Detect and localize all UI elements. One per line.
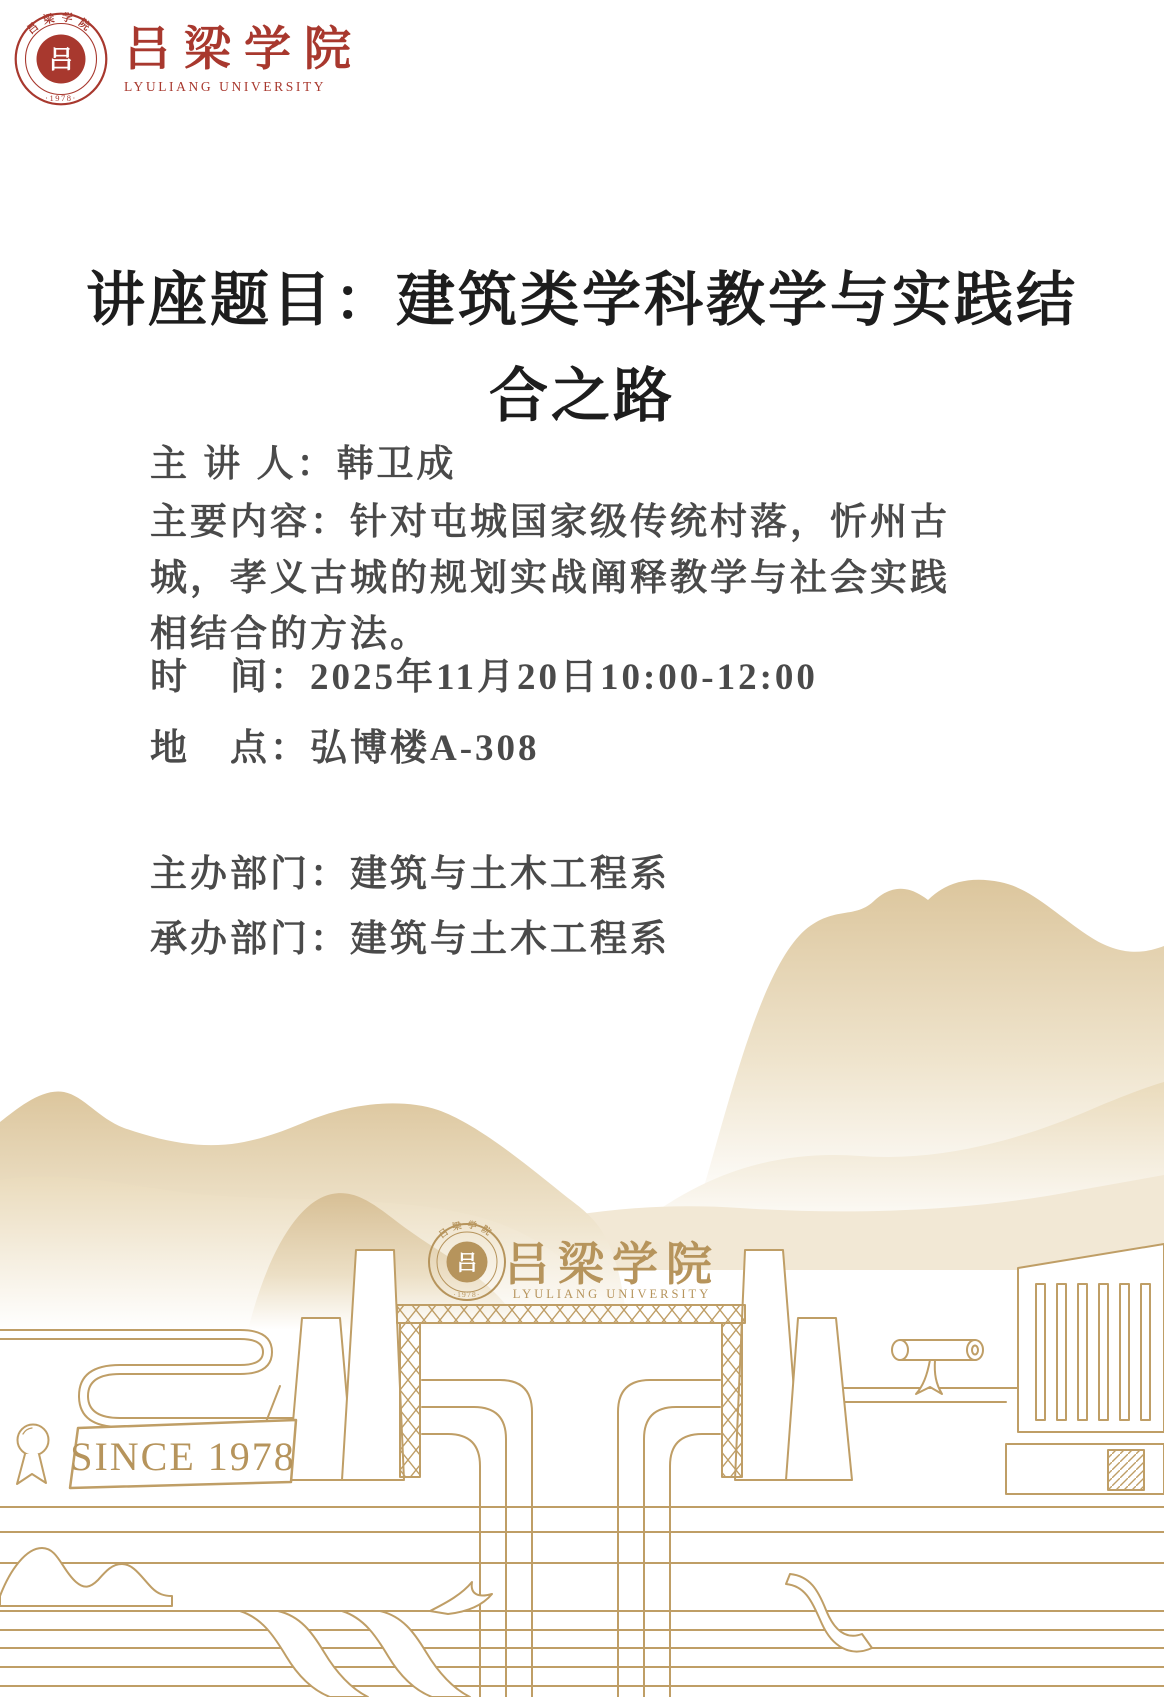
logo-cn-text: 吕梁学院 bbox=[124, 23, 364, 76]
ground-lines-upper bbox=[0, 1507, 1164, 1563]
host-value: 建筑与土木工程系 bbox=[350, 853, 670, 894]
place-row bbox=[150, 717, 540, 771]
footer-seal-glyph: 吕 bbox=[456, 1251, 478, 1275]
undertake-value: 建筑与土木工程系 bbox=[350, 918, 670, 959]
ribbon-waves bbox=[240, 1574, 872, 1697]
place-room: A-308 bbox=[430, 728, 540, 769]
medal-icon bbox=[17, 1425, 49, 1485]
time-label: 时 间： bbox=[150, 656, 310, 697]
outline-hills bbox=[0, 1548, 172, 1606]
footer-logo-en: LYULIANG UNIVERSITY bbox=[512, 1287, 712, 1301]
lecture-title bbox=[0, 252, 1164, 444]
ground-lines-lower bbox=[0, 1611, 1164, 1686]
undertake-label: 承办部门： bbox=[150, 918, 350, 959]
summary-line-1: 针对屯城国家级传统村落，忻州古 bbox=[350, 501, 950, 542]
since-1978-text: SINCE 1978 bbox=[70, 1434, 296, 1479]
footer-seal-ring-top: 吕梁学院 bbox=[436, 1219, 498, 1241]
right-building bbox=[1006, 1244, 1164, 1494]
footer-logo-cn: 吕梁学院 bbox=[504, 1239, 720, 1290]
title-line-1: 讲座题目：建筑类学科教学与实践结 bbox=[85, 267, 1078, 333]
speaker-label: 主 讲 人： bbox=[150, 443, 337, 484]
logo-en-text: LYULIANG UNIVERSITY bbox=[124, 78, 327, 94]
gate-curve-lines bbox=[422, 1380, 720, 1697]
summary-line-3: 相结合的方法。 bbox=[150, 613, 430, 654]
speaker-row bbox=[150, 433, 457, 487]
truss-gate bbox=[397, 1305, 745, 1477]
speaker-name: 韩卫成 bbox=[336, 443, 457, 484]
title-line-2: 合之路 bbox=[488, 363, 675, 429]
time-value: 2025年11月20日10:00-12:00 bbox=[310, 657, 818, 698]
time-row bbox=[150, 646, 818, 700]
campus-gate-line-art bbox=[0, 1190, 1164, 1697]
university-logo-footer bbox=[429, 1218, 720, 1301]
svg-text:吕梁学院 bbox=[437, 1218, 498, 1240]
university-seal-icon bbox=[14, 12, 108, 106]
since-1978-badge bbox=[17, 1386, 296, 1488]
seal-glyph: 吕 bbox=[48, 47, 74, 74]
seal-ring-bottom-text: ·1978· bbox=[45, 93, 77, 103]
seal-ring-top-text: 吕梁学院 bbox=[25, 12, 97, 37]
summary-label: 主要内容： bbox=[150, 501, 350, 542]
place-label: 地 点： bbox=[150, 727, 310, 768]
svg-text:吕梁学院 bbox=[24, 12, 98, 37]
place-building: 弘博楼 bbox=[310, 727, 430, 768]
host-label: 主办部门： bbox=[150, 853, 350, 894]
summary-line-2: 城，孝义古城的规划实战阐释教学与社会实践 bbox=[150, 557, 950, 598]
university-logo-header bbox=[14, 12, 364, 106]
summary-row bbox=[150, 494, 1030, 662]
footer-seal-ring-bottom: ·1978· bbox=[453, 1290, 481, 1299]
diploma-scroll-icon bbox=[892, 1340, 983, 1394]
